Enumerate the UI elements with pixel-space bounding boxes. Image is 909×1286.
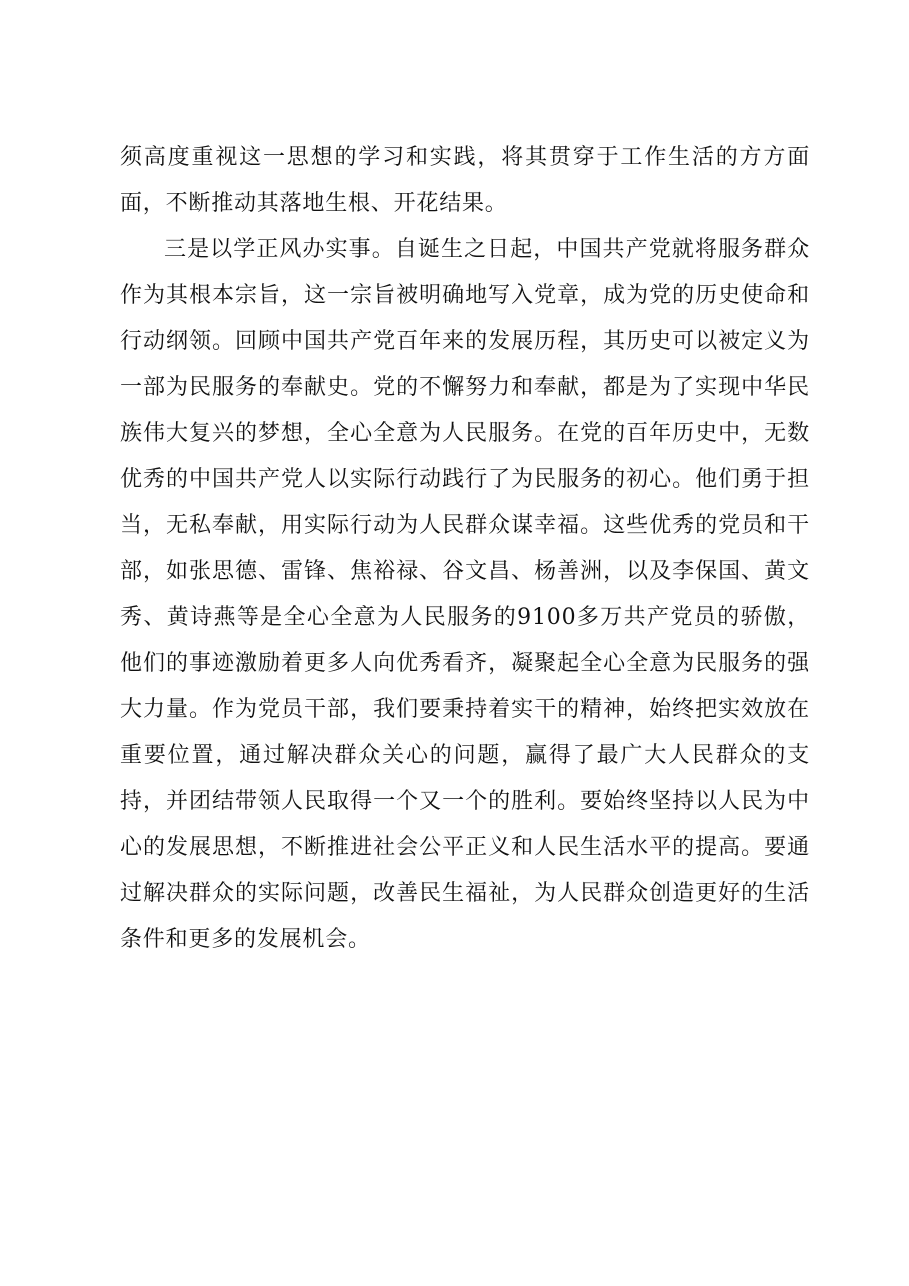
paragraph-continuation: 须高度重视这一思想的学习和实践，将其贯穿于工作生活的方方面面，不断推动其落地生根、开花结果。 <box>120 145 810 216</box>
paragraph-serve-the-people: 三是以学正风办实事。自诞生之日起，中国共产党就将服务群众作为其根本宗旨，这一宗旨被明确地写入党章，成为党的历史使命和行动纲领。回顾中国共产党百年来的发展历程，其历史可以被定义为一部为民服务的奉献史。党的不懈努力和奉献，都是为了实现中华民族伟大复兴的梦想，全心全意为人民服务。在党的百年历史中，无数优秀的中国共产党人以实际行动践行了为民服务的初心。他们勇于担当，无私奉献，用实际行动为人民群众谋幸福。这些优秀的党员和干部，如张思德、雷锋、焦裕禄、谷文昌、杨善洲，以及李保国、黄文秀、黄诗燕等是全心全意为人民服务的9100多万共产党员的骄傲，他们的事迹激励着更多人向优秀看齐，凝聚起全心全意为民服务的强大力量。作为党员干部，我们要秉持着实干的精神，始终把实效放在重要位置，通过解决群众关心的问题，赢得了最广大人民群众的支持，并团结带领人民取得一个又一个的胜利。要始终坚持以人民为中心的发展思想，不断推进社会公平正义和人民生活水平的提高。要通过解决群众的实际问题，改善民生福祉，为人民群众创造更好的生活条件和更多的发展机会。 <box>120 237 810 952</box>
document-body <box>120 135 810 963</box>
